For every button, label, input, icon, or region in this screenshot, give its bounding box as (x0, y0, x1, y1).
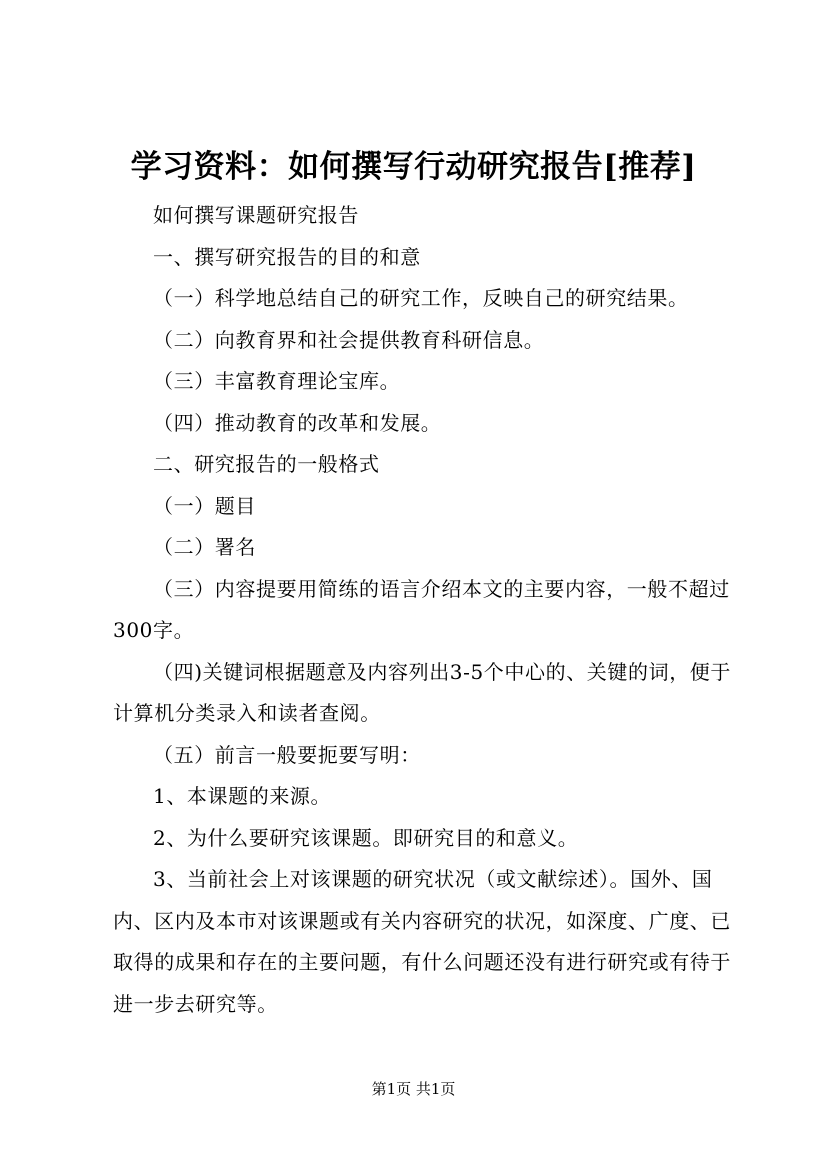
paragraph: （一）题目 (153, 493, 256, 518)
paragraph: （二）向教育界和社会提供教育科研信息。 (153, 327, 545, 352)
paragraph: （五）前言一般要扼要写明： (153, 742, 421, 767)
paragraph: （四)关键词根据题意及内容列出3-5个中心的、关键的词，便于计算机分类录入和读者查阅。 (113, 659, 732, 725)
paragraph: （三）丰富教育理论宝库。 (153, 369, 401, 393)
document-body (113, 195, 735, 1025)
paragraph: （三）内容提要用简练的语言介绍本文的主要内容，一般不超过300字。 (113, 576, 730, 642)
paragraph: 1、本课题的来源。 (153, 784, 332, 808)
paragraph: （四）推动教育的改革和发展。 (153, 410, 442, 435)
page-footer: 第1页 共1页 (371, 1080, 456, 1098)
paragraph: 2、为什么要研究该课题。即研究目的和意义。 (153, 825, 579, 850)
document-title: 学习资料：如何撰写行动研究报告[推荐] (130, 149, 697, 185)
paragraph: 二、研究报告的一般格式 (153, 452, 380, 476)
paragraph: （一）科学地总结自己的研究工作，反映自己的研究结果。 (153, 286, 689, 310)
paragraph: 一、撰写研究报告的目的和意 (153, 244, 421, 269)
paragraph: 如何撰写课题研究报告 (153, 203, 359, 227)
paragraph: （二）署名 (153, 535, 256, 559)
paragraph: 3、当前社会上对该课题的研究状况（或文献综述）。国外、国内、区内及本市对该课题或有关内容研究的状况，如深度、广度、已取得的成果和存在的主要问题，有什么问题还没有进行研究或有待于进一步去研究等。 (113, 867, 731, 1016)
